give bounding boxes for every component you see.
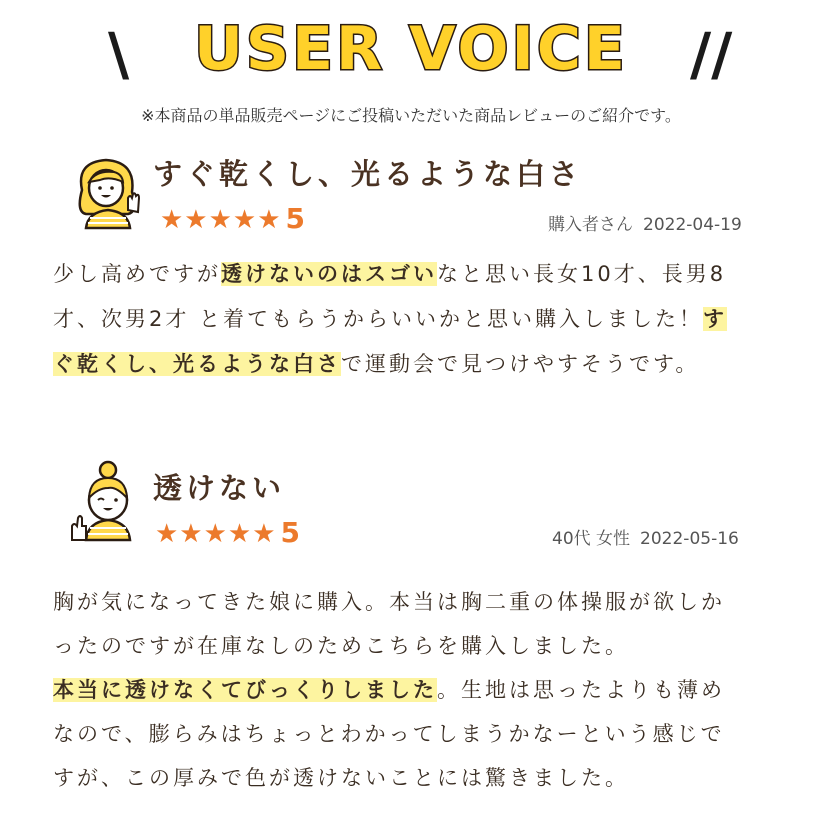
text-run: なと思い長女10才、長男8 [437,262,727,286]
review-line [53,342,775,387]
text-run: 胸が気になってきた娘に購入。本当は胸二重の体操服が欲しか [53,590,725,614]
text-run: 少し高めですが [53,262,221,286]
review-line [53,756,775,800]
review-line [53,297,775,342]
review-body [53,580,775,800]
rating-value: 5 [285,202,307,235]
review-meta [552,524,739,549]
highlighted-text: 透けないのはスゴい [221,262,437,286]
reviewer-name: 購入者さん [548,215,633,235]
stars-icon: ★★★★★ [155,519,277,549]
review-line [53,712,775,756]
review-title: 透けない [153,471,286,505]
review-date: 2022-05-16 [640,529,739,549]
star-rating [160,202,306,235]
review-line [53,580,775,624]
text-run: すが、この厚みで色が透けないことには驚きました。 [53,766,629,790]
text-run: なので、膨らみはちょっとわかってしまうかなーという感じで [53,722,725,746]
page-title: USER VOICE [194,14,628,84]
text-run: で運動会で見つけやすそうです。 [341,352,700,376]
review-date: 2022-04-19 [643,215,742,235]
highlighted-text: す [703,307,728,331]
review-line [53,668,775,712]
text-run: 。生地は思ったよりも薄め [437,678,725,702]
woman-waving-avatar-icon [66,150,150,234]
highlighted-text: 本当に透けなくてびっくりしました [53,678,437,702]
reviewer-name: 40代 女性 [552,529,631,549]
highlighted-text: ぐ乾くし、光るような白さ [53,352,341,376]
woman-thumbs-up-avatar-icon [66,460,150,544]
review-body [53,252,775,387]
review-line [53,624,775,668]
star-rating [155,516,301,549]
left-slash-decoration: \ [108,20,130,88]
review-title: すぐ乾くし、光るような白さ [153,157,583,191]
rating-value: 5 [280,516,302,549]
text-run: ったのですが在庫なしのためこちらを購入しました。 [53,634,629,658]
review-source-note: ※本商品の単品販売ページにご投稿いただいた商品レビューのご紹介です。 [141,106,681,125]
page-header [0,8,822,88]
right-slash-decoration: // [690,20,733,88]
review-meta [548,210,742,235]
review-line [53,252,775,297]
text-run: 才、次男2才 と着てもらうからいいかと思い購入しました！ [53,307,704,331]
stars-icon: ★★★★★ [160,205,282,235]
